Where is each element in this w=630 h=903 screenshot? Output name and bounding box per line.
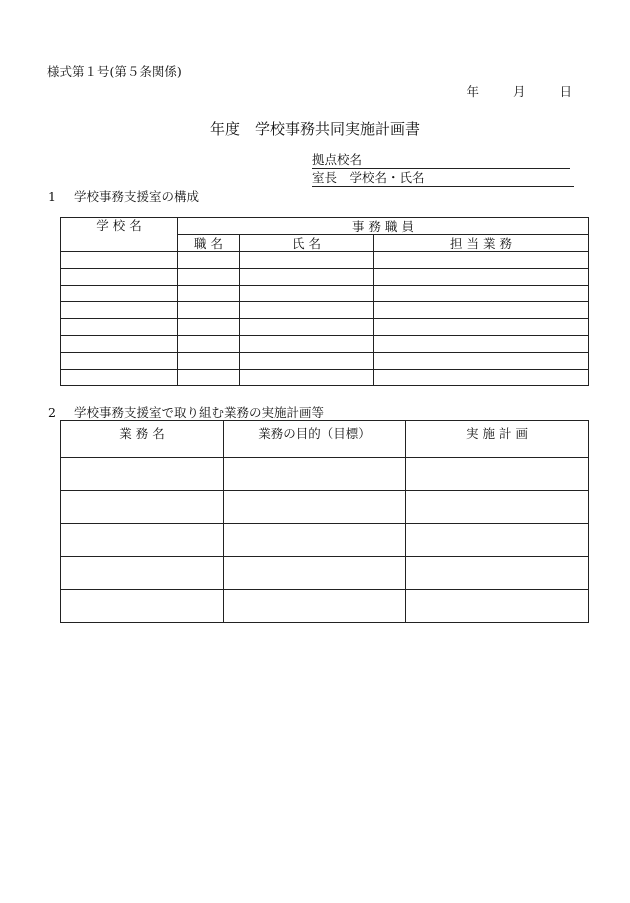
month-label: 月 bbox=[512, 84, 526, 99]
col-duties: 担 当 業 務 bbox=[374, 235, 589, 252]
base-school-field[interactable] bbox=[312, 152, 570, 169]
staff-table-cell[interactable] bbox=[240, 252, 374, 269]
staff-table-cell[interactable] bbox=[374, 302, 589, 319]
plan-table-cell[interactable] bbox=[224, 458, 406, 491]
staff-table-cell[interactable] bbox=[61, 369, 178, 386]
section2-title: 学校事務支援室で取り組む業務の実施計画等 bbox=[74, 405, 325, 420]
staff-table-row bbox=[61, 285, 589, 302]
col-position: 職 名 bbox=[178, 235, 240, 252]
form-number: 様式第１号(第５条関係) bbox=[47, 64, 182, 79]
date-line bbox=[466, 82, 572, 100]
plan-table-row bbox=[61, 491, 589, 524]
chief-field[interactable] bbox=[312, 170, 574, 187]
staff-table-row bbox=[61, 268, 589, 285]
year-label: 年 bbox=[466, 84, 479, 99]
staff-table-cell[interactable] bbox=[240, 285, 374, 302]
plan-table-cell[interactable] bbox=[406, 557, 589, 590]
staff-table-row bbox=[61, 335, 589, 352]
staff-table-cell[interactable] bbox=[61, 268, 178, 285]
implementation-plan-table bbox=[60, 420, 589, 623]
plan-table-cell[interactable] bbox=[224, 590, 406, 623]
plan-table-cell[interactable] bbox=[61, 590, 224, 623]
plan-table-cell[interactable] bbox=[406, 491, 589, 524]
day-label: 日 bbox=[559, 84, 572, 99]
staff-table-cell[interactable] bbox=[374, 319, 589, 336]
staff-table-cell[interactable] bbox=[240, 268, 374, 285]
staff-table-cell[interactable] bbox=[374, 335, 589, 352]
staff-table-cell[interactable] bbox=[374, 285, 589, 302]
col-purpose: 業務の目的（目標） bbox=[224, 421, 406, 458]
section1-title: 学校事務支援室の構成 bbox=[74, 189, 200, 204]
section2-heading bbox=[48, 403, 324, 421]
staff-table-cell[interactable] bbox=[240, 319, 374, 336]
staff-table-cell[interactable] bbox=[61, 319, 178, 336]
signature-block bbox=[312, 152, 570, 187]
plan-table-cell[interactable] bbox=[406, 590, 589, 623]
plan-table-cell[interactable] bbox=[61, 557, 224, 590]
support-office-table bbox=[60, 217, 589, 386]
plan-table-cell[interactable] bbox=[61, 458, 224, 491]
staff-table-cell[interactable] bbox=[178, 369, 240, 386]
plan-table-row bbox=[61, 557, 589, 590]
document-title: 年度 学校事務共同実施計画書 bbox=[209, 120, 420, 138]
staff-table-row bbox=[61, 369, 589, 386]
section1-heading bbox=[48, 187, 199, 205]
staff-table-row bbox=[61, 252, 589, 269]
col-school-name: 学 校 名 bbox=[61, 218, 178, 252]
staff-table-cell[interactable] bbox=[61, 335, 178, 352]
section1-number: 1 bbox=[48, 189, 56, 204]
staff-table-cell[interactable] bbox=[374, 268, 589, 285]
col-name: 氏 名 bbox=[240, 235, 374, 252]
staff-table-cell[interactable] bbox=[374, 369, 589, 386]
plan-table-row bbox=[61, 524, 589, 557]
staff-table-cell[interactable] bbox=[178, 335, 240, 352]
staff-table-cell[interactable] bbox=[240, 369, 374, 386]
plan-table-cell[interactable] bbox=[406, 458, 589, 491]
plan-table-cell[interactable] bbox=[406, 524, 589, 557]
table-header-row bbox=[61, 421, 589, 458]
staff-table-row bbox=[61, 319, 589, 336]
staff-table-cell[interactable] bbox=[61, 285, 178, 302]
staff-table-cell[interactable] bbox=[61, 252, 178, 269]
col-plan: 実 施 計 画 bbox=[406, 421, 589, 458]
section2-number: 2 bbox=[48, 405, 56, 420]
staff-table-cell[interactable] bbox=[240, 302, 374, 319]
plan-table-cell[interactable] bbox=[224, 491, 406, 524]
plan-table-cell[interactable] bbox=[61, 524, 224, 557]
col-task-name: 業 務 名 bbox=[61, 421, 224, 458]
col-staff-group: 事 務 職 員 bbox=[178, 218, 589, 235]
staff-table-cell[interactable] bbox=[240, 352, 374, 369]
staff-table-cell[interactable] bbox=[178, 252, 240, 269]
staff-table-cell[interactable] bbox=[178, 285, 240, 302]
staff-table-row bbox=[61, 302, 589, 319]
staff-table-cell[interactable] bbox=[178, 352, 240, 369]
staff-table-cell[interactable] bbox=[61, 352, 178, 369]
base-school-label: 拠点校名 bbox=[312, 152, 363, 167]
chief-label: 室長 学校名・氏名 bbox=[312, 170, 425, 185]
plan-table-row bbox=[61, 590, 589, 623]
plan-table-row bbox=[61, 458, 589, 491]
staff-table-cell[interactable] bbox=[61, 302, 178, 319]
staff-table-row bbox=[61, 352, 589, 369]
staff-table-cell[interactable] bbox=[178, 268, 240, 285]
table-header-row bbox=[61, 218, 589, 235]
plan-table-cell[interactable] bbox=[61, 491, 224, 524]
plan-table-cell[interactable] bbox=[224, 557, 406, 590]
staff-table-cell[interactable] bbox=[178, 319, 240, 336]
staff-table-cell[interactable] bbox=[374, 252, 589, 269]
staff-table-cell[interactable] bbox=[374, 352, 589, 369]
staff-table-cell[interactable] bbox=[240, 335, 374, 352]
staff-table-cell[interactable] bbox=[178, 302, 240, 319]
plan-table-cell[interactable] bbox=[224, 524, 406, 557]
